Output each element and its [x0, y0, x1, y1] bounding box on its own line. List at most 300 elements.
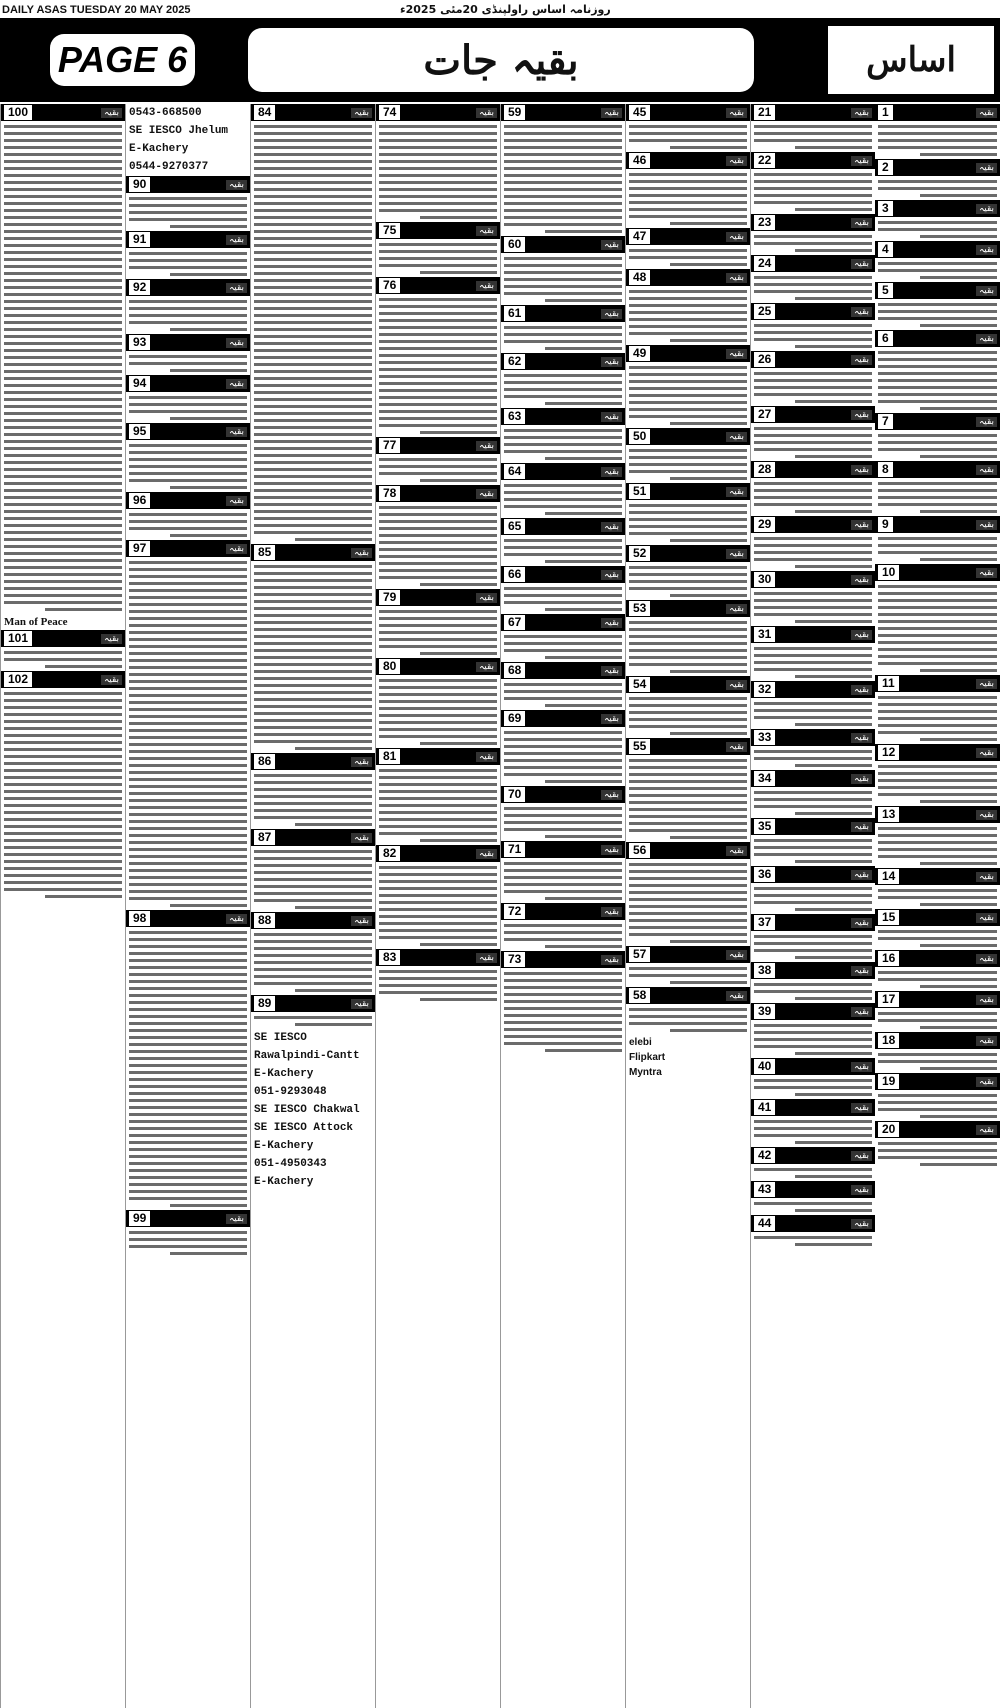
text-line: [379, 693, 497, 696]
text-line: [754, 702, 872, 705]
text-line: [629, 325, 747, 328]
text-line: [129, 1008, 247, 1011]
text-line: [129, 575, 247, 578]
text-line: [4, 356, 122, 359]
continuation-item: [251, 753, 375, 826]
text-line: [254, 621, 372, 624]
text-line: [629, 725, 747, 728]
text-line: [878, 703, 997, 706]
text-line: [754, 1079, 872, 1082]
text-line: [379, 679, 497, 682]
text-line: [545, 402, 622, 405]
text-line: [754, 846, 872, 849]
text-line: [4, 811, 122, 814]
text-line: [4, 762, 122, 765]
text-line: [379, 624, 497, 627]
text-line: [878, 613, 997, 616]
item-header: [875, 950, 1000, 967]
text-line: [4, 468, 122, 471]
item-text-block: [1, 125, 125, 611]
text-line: [379, 638, 497, 641]
text-line: [670, 539, 747, 542]
text-line: [254, 857, 372, 860]
text-line: [254, 850, 372, 853]
continuation-item: [501, 614, 625, 659]
text-line: [504, 188, 622, 191]
text-line: [254, 572, 372, 575]
text-line: [254, 524, 372, 527]
item-label: بقیہ: [601, 790, 622, 800]
text-line: [629, 366, 747, 369]
item-text-block: [251, 774, 375, 826]
text-line: [754, 448, 872, 451]
text-line: [129, 883, 247, 886]
item-label: بقیہ: [476, 593, 497, 603]
item-number: 30: [754, 572, 775, 587]
item-label: بقیہ: [101, 108, 122, 118]
text-line: [504, 745, 622, 748]
text-line: [379, 527, 497, 530]
column-4: [500, 104, 625, 1708]
text-line: [504, 862, 622, 865]
text-line: [129, 458, 247, 461]
text-line: [129, 1064, 247, 1067]
text-line: [4, 153, 122, 156]
continuation-item: [751, 1215, 875, 1246]
text-line: [878, 262, 997, 265]
continuation-item: [751, 214, 875, 252]
page-number-badge: [50, 34, 195, 86]
ad-line: 051-9293048: [254, 1086, 327, 1098]
text-line: [4, 405, 122, 408]
text-line: [754, 647, 872, 650]
text-line: [629, 394, 747, 397]
text-line: [878, 310, 997, 313]
item-header: [751, 152, 875, 169]
text-line: [504, 484, 622, 487]
item-text-block: [126, 355, 250, 372]
continuation-item: [875, 330, 1000, 410]
text-line: [129, 1092, 247, 1095]
text-line: [878, 221, 997, 224]
continuation-item: [376, 485, 500, 586]
item-text-block: [376, 769, 500, 842]
text-line: [379, 305, 497, 308]
text-line: [504, 587, 622, 590]
item-header: [626, 600, 750, 617]
continuation-item: [251, 104, 375, 541]
continuation-item: [251, 995, 375, 1026]
item-header: [751, 1099, 875, 1116]
text-line: [878, 400, 997, 403]
text-line: [4, 489, 122, 492]
text-line: [754, 290, 872, 293]
text-line: [504, 1021, 622, 1024]
text-line: [4, 160, 122, 163]
text-line: [878, 648, 997, 651]
text-line: [379, 790, 497, 793]
text-line: [254, 489, 372, 492]
text-line: [754, 551, 872, 554]
text-line: [754, 276, 872, 279]
item-label: بقیہ: [976, 1077, 997, 1087]
text-line: [795, 1175, 872, 1178]
text-line: [629, 415, 747, 418]
text-line: [254, 947, 372, 950]
item-text-block: [875, 1012, 1000, 1029]
text-line: [4, 874, 122, 877]
text-line: [504, 491, 622, 494]
item-label: بقیہ: [601, 955, 622, 965]
item-number: 91: [129, 232, 150, 247]
item-text-block: [751, 1024, 875, 1055]
continuation-item: [376, 589, 500, 655]
text-line: [4, 580, 122, 583]
item-label: بقیہ: [976, 872, 997, 882]
text-line: [129, 848, 247, 851]
text-line: [504, 223, 622, 226]
text-line: [379, 243, 497, 246]
text-line: [878, 187, 997, 190]
item-number: 12: [878, 745, 899, 760]
text-line: [920, 1163, 998, 1166]
continuation-item: [126, 910, 250, 1207]
text-line: [379, 915, 497, 918]
text-line: [878, 146, 997, 149]
item-number: 68: [504, 663, 525, 678]
text-line: [795, 510, 872, 513]
item-number: 47: [629, 229, 650, 244]
text-line: [254, 586, 372, 589]
text-line: [795, 723, 872, 726]
text-line: [670, 836, 747, 839]
item-text-block: [751, 1120, 875, 1144]
item-label: بقیہ: [976, 465, 997, 475]
item-number: 92: [129, 280, 150, 295]
continuation-item: [251, 544, 375, 750]
continuation-item: [501, 786, 625, 838]
ad-line: E-Kachery: [129, 143, 189, 155]
text-line: [878, 317, 997, 320]
item-header: [376, 949, 500, 966]
text-line: [379, 728, 497, 731]
text-line: [670, 1029, 747, 1032]
text-line: [878, 834, 997, 837]
item-number: 88: [254, 913, 275, 928]
text-line: [129, 890, 247, 893]
text-line: [504, 146, 622, 149]
text-line: [129, 876, 247, 879]
continuation-item: [126, 423, 250, 489]
text-line: [379, 202, 497, 205]
text-line: [754, 839, 872, 842]
text-line: [629, 318, 747, 321]
text-line: [629, 1015, 747, 1018]
item-text-block: [126, 197, 250, 228]
text-line: [795, 1209, 872, 1212]
item-label: بقیہ: [851, 108, 872, 118]
text-line: [504, 938, 622, 941]
text-line: [754, 1086, 872, 1089]
item-label: بقیہ: [976, 286, 997, 296]
text-line: [878, 641, 997, 644]
item-label: بقیہ: [476, 281, 497, 291]
text-line: [878, 544, 997, 547]
continuation-item: [751, 303, 875, 348]
item-header: [875, 868, 1000, 885]
newspaper-logo: [828, 26, 994, 94]
item-number: 54: [629, 677, 650, 692]
text-line: [878, 724, 997, 727]
text-line: [629, 208, 747, 211]
text-line: [170, 534, 247, 537]
text-line: [379, 977, 497, 980]
item-header: [751, 461, 875, 478]
text-line: [920, 738, 998, 741]
text-line: [254, 202, 372, 205]
item-label: بقیہ: [976, 108, 997, 118]
item-text-block: [875, 930, 1000, 947]
item-label: بقیہ: [601, 522, 622, 532]
text-line: [545, 835, 622, 838]
text-line: [629, 449, 747, 452]
continuation-item: [126, 231, 250, 276]
text-line: [878, 379, 997, 382]
item-header: [501, 903, 625, 920]
text-line: [504, 285, 622, 288]
text-line: [379, 326, 497, 329]
text-line: [878, 1156, 997, 1159]
item-header: [126, 540, 250, 557]
text-line: [629, 912, 747, 915]
item-header: [376, 437, 500, 454]
item-label: بقیہ: [226, 544, 247, 554]
item-label: بقیہ: [726, 549, 747, 559]
item-text-block: [376, 866, 500, 946]
text-line: [129, 321, 247, 324]
item-header: [376, 589, 500, 606]
text-line: [254, 300, 372, 303]
text-line: [129, 624, 247, 627]
text-line: [379, 375, 497, 378]
text-line: [504, 443, 622, 446]
item-header: [751, 303, 875, 320]
text-line: [129, 959, 247, 962]
text-line: [254, 153, 372, 156]
text-line: [878, 662, 997, 665]
item-label: بقیہ: [851, 520, 872, 530]
text-line: [878, 627, 997, 630]
item-text-block: [501, 539, 625, 563]
item-header: [751, 770, 875, 787]
text-line: [129, 1099, 247, 1102]
text-line: [254, 607, 372, 610]
text-line: [629, 297, 747, 300]
item-label: بقیہ: [851, 218, 872, 228]
item-text-block: [501, 807, 625, 838]
text-line: [254, 719, 372, 722]
text-line: [4, 279, 122, 282]
item-number: 5: [878, 283, 893, 298]
text-line: [4, 881, 122, 884]
item-text-block: [251, 125, 375, 541]
item-number: 65: [504, 519, 525, 534]
item-text-block: [751, 592, 875, 623]
text-line: [254, 795, 372, 798]
item-label: بقیہ: [726, 487, 747, 497]
text-line: [129, 757, 247, 760]
continuation-item: [875, 909, 1000, 947]
text-line: [379, 160, 497, 163]
text-line: [129, 945, 247, 948]
item-number: 62: [504, 354, 525, 369]
item-label: بقیہ: [101, 634, 122, 644]
continuation-item: [751, 255, 875, 300]
text-line: [4, 258, 122, 261]
text-line: [254, 816, 372, 819]
item-text-block: [751, 276, 875, 300]
text-line: [4, 503, 122, 506]
item-text-block: [751, 1236, 875, 1246]
text-line: [629, 905, 747, 908]
ad-line: Rawalpindi-Cantt: [254, 1050, 360, 1062]
item-label: بقیہ: [226, 180, 247, 190]
item-header: [126, 910, 250, 927]
item-number: 43: [754, 1182, 775, 1197]
item-label: بقیہ: [226, 496, 247, 506]
item-text-block: [751, 839, 875, 863]
text-line: [670, 222, 747, 225]
text-line: [254, 447, 372, 450]
continuation-item: [875, 564, 1000, 672]
text-line: [254, 475, 372, 478]
item-number: 28: [754, 462, 775, 477]
text-line: [254, 174, 372, 177]
continuation-item: [501, 104, 625, 233]
text-line: [629, 822, 747, 825]
text-line: [670, 477, 747, 480]
text-line: [129, 568, 247, 571]
text-line: [504, 890, 622, 893]
item-text-block: [751, 1079, 875, 1096]
continuation-item: [376, 104, 500, 219]
item-number: 1: [878, 105, 893, 120]
text-line: [254, 307, 372, 310]
item-number: 63: [504, 409, 525, 424]
text-line: [379, 818, 497, 821]
text-line: [254, 349, 372, 352]
item-text-block: [126, 513, 250, 537]
text-line: [795, 208, 872, 211]
text-line: [878, 551, 997, 554]
item-header: [751, 866, 875, 883]
text-line: [4, 538, 122, 541]
continuation-item: [626, 987, 750, 1032]
text-line: [4, 818, 122, 821]
text-line: [129, 1057, 247, 1060]
continuation-item: [875, 868, 1000, 906]
item-number: 66: [504, 567, 525, 582]
text-line: [129, 444, 247, 447]
item-number: 9: [878, 517, 893, 532]
text-line: [129, 1127, 247, 1130]
item-number: 8: [878, 462, 893, 477]
continuation-item: [251, 912, 375, 992]
continuation-item: [126, 334, 250, 372]
item-text-block: [501, 683, 625, 707]
ad-line: 0543-668500: [129, 107, 202, 119]
item-text-block: [626, 621, 750, 673]
item-text-block: [501, 731, 625, 783]
item-label: بقیہ: [851, 918, 872, 928]
item-number: 37: [754, 915, 775, 930]
text-line: [920, 558, 998, 561]
text-line: [295, 1023, 372, 1026]
item-label: بقیہ: [726, 742, 747, 752]
logo-text: اساس: [866, 40, 956, 80]
text-line: [4, 776, 122, 779]
item-header: [875, 282, 1000, 299]
continuation-item: [751, 681, 875, 726]
text-line: [129, 266, 247, 269]
item-label: بقیہ: [976, 334, 997, 344]
item-header: [751, 104, 875, 121]
item-text-block: [626, 759, 750, 839]
text-line: [129, 834, 247, 837]
text-line: [129, 680, 247, 683]
text-line: [254, 293, 372, 296]
item-number: 33: [754, 730, 775, 745]
text-line: [4, 651, 122, 654]
text-line: [379, 472, 497, 475]
text-line: [129, 1197, 247, 1200]
continuation-item: [126, 540, 250, 907]
item-number: 72: [504, 904, 525, 919]
english-phrase: Man of Peace: [4, 616, 68, 628]
text-line: [629, 891, 747, 894]
text-line: [129, 994, 247, 997]
item-header: [875, 200, 1000, 217]
text-line: [920, 1067, 998, 1070]
text-line: [379, 181, 497, 184]
text-line: [254, 209, 372, 212]
item-text-block: [626, 366, 750, 425]
item-label: بقیہ: [476, 752, 497, 762]
text-line: [878, 1108, 997, 1111]
text-line: [379, 389, 497, 392]
continuation-item: [751, 770, 875, 815]
item-label: بقیہ: [851, 1062, 872, 1072]
text-line: [379, 804, 497, 807]
item-text-block: [875, 537, 1000, 561]
text-line: [254, 482, 372, 485]
item-number: 99: [129, 1211, 150, 1226]
continuation-item: [1, 630, 125, 668]
text-line: [754, 592, 872, 595]
item-text-block: [626, 504, 750, 542]
text-line: [4, 202, 122, 205]
item-number: 95: [129, 424, 150, 439]
text-line: [504, 883, 622, 886]
text-line: [254, 663, 372, 666]
item-text-block: [751, 647, 875, 678]
text-line: [504, 979, 622, 982]
text-line: [920, 1026, 998, 1029]
continuation-item: [751, 152, 875, 211]
text-line: [129, 259, 247, 262]
text-line: [504, 181, 622, 184]
text-line: [254, 384, 372, 387]
